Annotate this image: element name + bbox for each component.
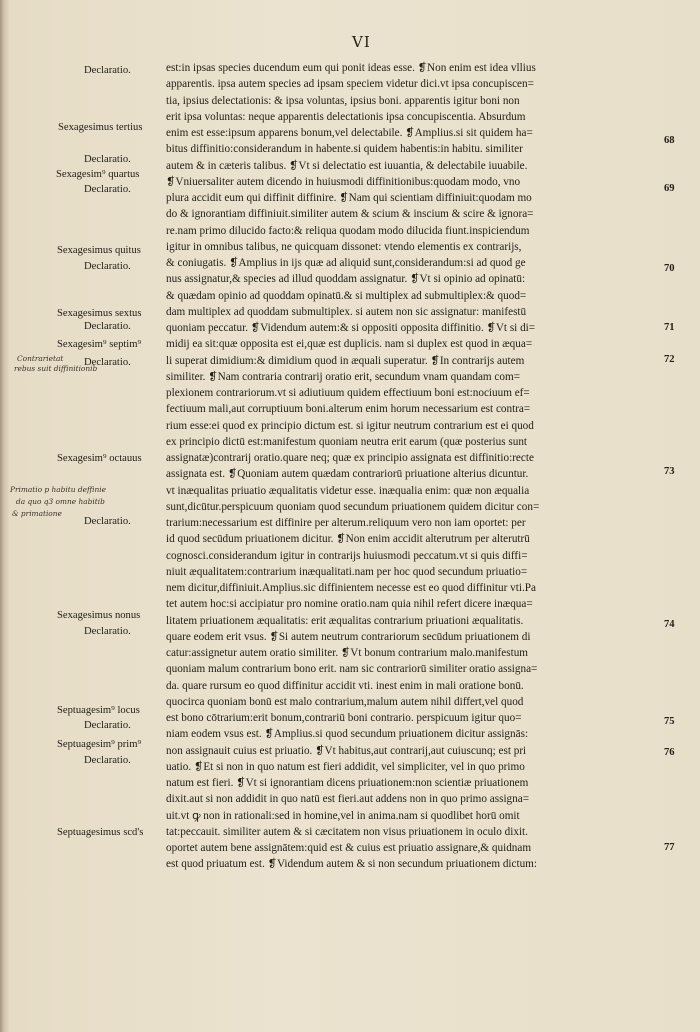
text-line: litatem priuationem æqualitatis: erit æqualitas contrarium priuationi æqualitatis. [166, 614, 524, 627]
text-line: similiter. ❡Nam contraria contrarij oratio erit, secundum vnam quandam com= [166, 370, 521, 383]
section-number: 74 [664, 619, 675, 630]
section-number: 73 [664, 466, 675, 477]
text-line: re.nam primo dilucido facto:& reliqua quodam modo dilucida fiunt.inspiciendum [166, 224, 530, 237]
section-number: 70 [664, 263, 675, 274]
text-line: niuit æqualitatem:contrarium inæqualitati.nam per hoc quod secundum priuatio= [166, 565, 528, 578]
text-line: apparentis. ipsa autem species ad ipsam speciem videtur dici.vt ipsa concupiscen= [166, 78, 534, 91]
text-line: li superat dimidium:& dimidium quod in æquali superatur. ❡In contrarijs autem [166, 354, 525, 367]
section-number: 72 [664, 354, 675, 365]
text-line: trarium:necessarium est diffinire per alterum.reliquum vero non iam oportet: per [166, 517, 526, 529]
text-line: erit ipsa voluntas: neque apparentis delectationis ipsa concupiscentia. Absurdum [166, 110, 526, 123]
text-line: igitur in omnibus talibus, ne quicquam dissonet: vtendo elementis ex contrarijs, [166, 240, 522, 253]
text-line: natum est fieri. ❡Vt si ignorantiam dicens priuationem:non scientiæ priuationem [166, 777, 529, 789]
margin-note: Sexagesimus tertius [58, 122, 143, 133]
margin-note: Declaratio. [84, 626, 131, 637]
text-line: ex principio dictū est:manifestum quoniam neutra erit earum (quæ posterius sunt [166, 435, 528, 448]
text-line: est bono cōtrarium:erit bonum,contrariū boni contrario. perspicuum igitur quo= [166, 712, 522, 724]
margin-note: Declaratio. [84, 261, 131, 272]
text-line: vt inæqualitas priuatio æqualitatis videtur esse. inæqualia enim: quæ non æqualia [166, 484, 530, 497]
section-number: 75 [664, 716, 675, 727]
text-line: quoniam malum contrarium bono erit. nam sic contrariorū similiter oratio assigna= [166, 663, 538, 676]
section-number: 69 [664, 183, 675, 194]
margin-note: Declaratio. [84, 65, 131, 76]
margin-note: Sexagesim⁹ octauus [57, 453, 142, 464]
text-line: quoniam peccatur. ❡Videndum autem:& si oppositi opposita diffinitio. ❡Vt si di= [166, 322, 536, 334]
margin-note: Declaratio. [84, 154, 131, 165]
margin-note: Declaratio. [84, 321, 131, 332]
text-line: tet autem hoc:si accipiatur pro nomine oratio.nam quia nihil refert dicere inæqua= [166, 598, 533, 611]
text-line: nus assignatur,& species ad illud quoddam assignatur. ❡Vt si opinio ad opinatū: [166, 273, 526, 286]
text-line: non assignauit cuius est priuatio. ❡Vt habitus,aut contrarij,aut cuiuscunq; est pri [166, 744, 527, 757]
text-line: ❡Vniuersaliter autem dicendo in huiusmodi diffinitionibus:quodam modo, vno [166, 175, 521, 188]
text-line: fectiuum mali,aut corruptiuum boni.alterum enim horum necessarium est contra= [166, 403, 531, 416]
text-line: bitus diffinitio:considerandum in habente.si quidem habentis:in habitu. similiter [166, 143, 523, 156]
text-line: quocirca quoniam bonū est malo contrarium,malum autem nihil differt,vel quod [166, 695, 524, 708]
margin-note: Declaratio. [84, 357, 131, 368]
folio-number: VI [352, 33, 371, 51]
margin-note: Declaratio. [84, 184, 131, 195]
margin-note: Sexagesimus sextus [57, 308, 142, 319]
text-line: dam multiplex ad quoddam submultiplex. si autem non sic assignatur: manifestū [166, 305, 527, 318]
text-line: tia, ipsius delectationis: & ipsa voluntas, ipsius boni. apparentis igitur boni non [166, 94, 520, 107]
section-number: 71 [664, 322, 675, 333]
margin-note: Sexagesim⁹ septim⁹ [57, 339, 142, 350]
text-line: tat:peccauit. similiter autem & si cæcitatem non visus priuationem in oculo dixit. [166, 825, 528, 838]
text-line: assignata est. ❡Quoniam autem quædam contrariorū priuatione alterius dicuntur. [166, 468, 529, 481]
text-line: oportet autem bene assignātem:quid est & cuius est priuatio assignare,& quidnam [166, 842, 532, 854]
margin-note: Septuagesim⁹ locus [57, 705, 140, 716]
text-line: & coniugatis. ❡Amplius in ijs quæ ad aliquid sunt,considerandum:si ad quod ge [166, 257, 526, 269]
text-line: sunt,dicūtur.perspicuum quoniam quod secundum priuationem quidem dicitur con= [166, 500, 540, 513]
text-line: da. quare rursum eo quod diffinitur accidit vti. inest enim in mali oratione bonū. [166, 679, 524, 692]
main-text-block [166, 60, 661, 873]
margin-note: Septuagesim⁹ prim⁹ [57, 739, 142, 750]
margin-note: Sexagesimus quitus [57, 245, 141, 256]
section-number: 77 [664, 842, 675, 853]
margin-note: Sexagesim⁹ quartus [56, 169, 140, 180]
text-line: est:in ipsas species ducendum eum qui ponit ideas esse. ❡Non enim est idea vllius [166, 62, 536, 74]
text-line: & quædam opinio ad quoddam opinatū.& si multiplex ad submultiplex:& quod= [166, 289, 527, 302]
text-line: uit.vt ꝙ non in rationali:sed in homine,vel in anima.nam si quodlibet horū omit [166, 809, 520, 822]
text-line: catur:assignetur autem oratio similiter. ❡Vt bonum contrarium malo.manifestum [166, 647, 529, 659]
text-line: uatio. ❡Et si non in quo natum est fieri addidit, vel simpliciter, vel in quo primo [166, 760, 525, 773]
text-line: niam eodem vsus est. ❡Amplius.si quod secundum priuationem dicitur assignās: [166, 728, 529, 741]
handwritten-note: & primatione [12, 509, 62, 518]
handwritten-note: da quo q3 omne habitib [16, 497, 105, 506]
margin-note: Declaratio. [84, 516, 131, 527]
margin-note: Declaratio. [84, 755, 131, 766]
text-line: dixit.aut si non addidit in quo natū est fieri.aut addens non in quo primo assigna= [166, 793, 530, 806]
margin-note: Septuagesimus scd's [57, 827, 144, 838]
text-line: nem dicitur,diffiniuit.Amplius.sic diffinientem necesse est eo quod diffinitur vti.Pa [166, 582, 536, 594]
text-line: est quod priuatum est. ❡Videndum autem & si non secundum priuationem dictum: [166, 858, 537, 871]
text-line: plura accidit eum qui diffinit diffinire. ❡Nam qui scientiam diffiniuit:quodam mo [166, 192, 532, 204]
text-line: quare eodem erit vsus. ❡Si autem neutrum contrariorum secūdum priuationem di [166, 630, 531, 643]
text-line: id quod secūdum priuationem dicitur. ❡Non enim accidit alterutrum per alterutrū [166, 533, 530, 546]
margin-note: Declaratio. [84, 720, 131, 731]
text-line: do & ignorantiam diffiniuit.similiter autem & scium & inscium & scire & ignora= [166, 208, 534, 221]
text-line: plexionem contrariorum.vt si adiutiuum quidem effectiuum boni est:nociuum ef= [166, 387, 530, 399]
text-line: midij ea sit:quæ opposita est ei,quæ est duplicis. nam si duplex est quod in æqua= [166, 338, 533, 351]
handwritten-note: rebus suit diffinitionib [14, 364, 98, 373]
text-line: rium esse:ei quod ex principio dictum est. si igitur neutrum contrarium est ei quod [166, 419, 534, 432]
handwritten-note: Primatio p habitu deffinie [10, 485, 107, 494]
text-line: assignatæ)contrarij oratio.quare neq; quæ ex principio assignata est diffinitio:recte [166, 452, 534, 464]
section-number: 76 [664, 747, 675, 758]
margin-note: Sexagesimus nonus [57, 610, 141, 621]
section-number: 68 [664, 135, 675, 146]
handwritten-note: Contrarietat [17, 354, 64, 363]
text-line: cognosci.considerandum igitur in contrarijs huiusmodi peccatum.vt si quis diffi= [166, 549, 528, 562]
text-line: enim est esse:ipsum apparens bonum,vel delectabile. ❡Amplius.si sit quidem ha= [166, 127, 533, 139]
text-line: autem & in cæteris talibus. ❡Vt si delectatio est iuuantia, & delectabile iuuabile. [166, 159, 528, 172]
